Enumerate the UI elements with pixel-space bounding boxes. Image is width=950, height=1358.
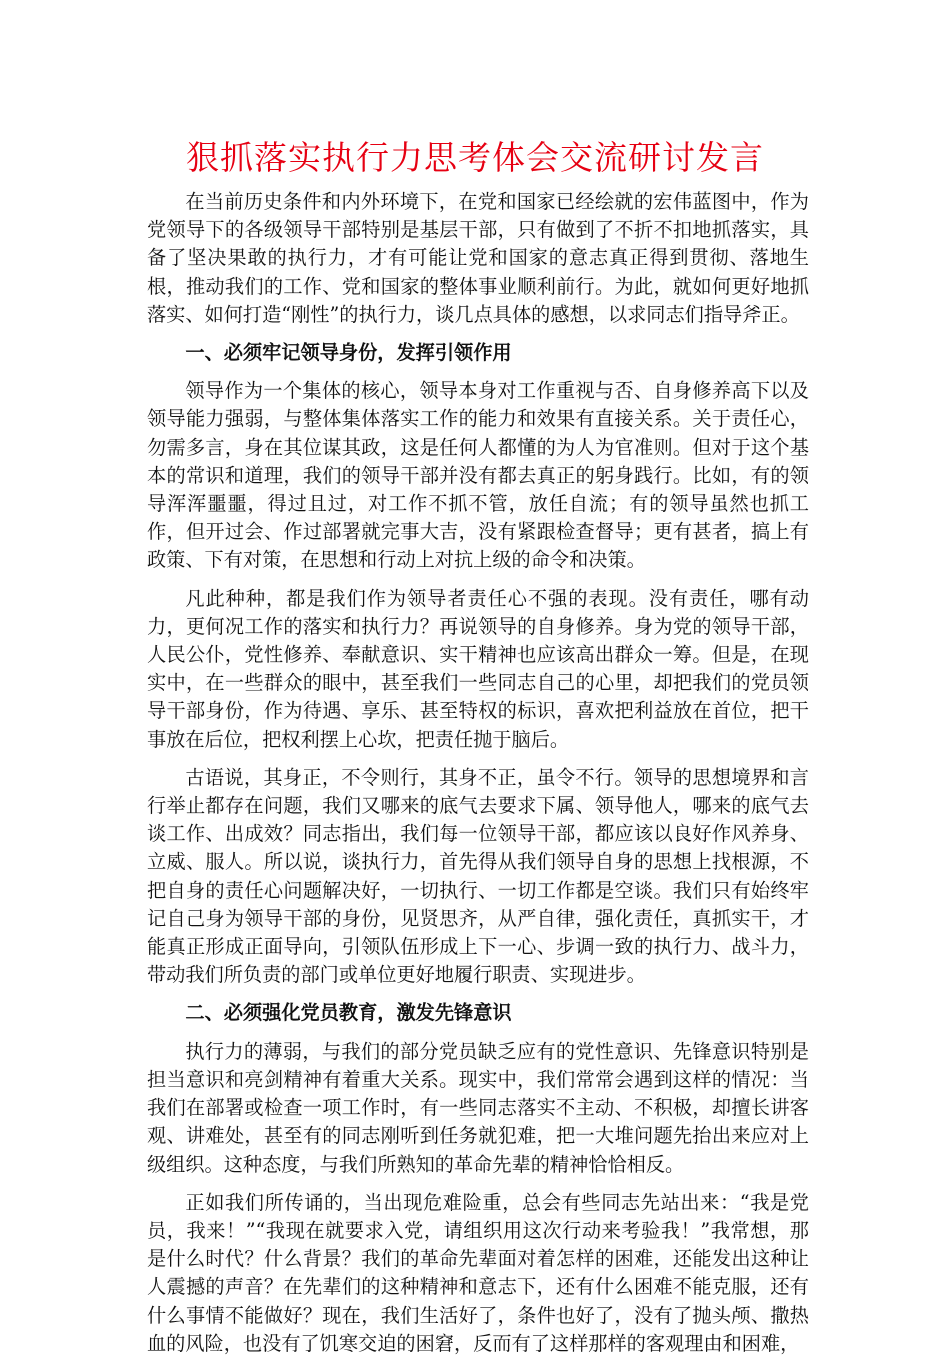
section-1-heading: 一、必须牢记领导身份，发挥引领作用 [185,341,512,365]
document-title: 狠抓落实执行力思考体会交流研讨发言 [186,138,764,177]
section-1-paragraph-1: 领导作为一个集体的核心，领导本身对工作重视与否、自身修养高下以及领导能力强弱，与整体集体落实工作的能力和效果有直接关系。关于责任心，勿需多言，身在其位谋其政，这是任何人都懂的为人为官准则。但对于这个基本的常识和道理，我们的领导干部并没有都去真正的躬身践行。比如，有的领导浑浑噩噩，得过且过，对工作不抓不管，放任自流；有的领导虽然也抓工作，但开过会、作过部署就完事大吉，没有紧跟检查督导；更有甚者，搞上有政策、下有对策，在思想和行动上对抗上级的命令和决策。 [147,379,809,572]
section-1-paragraph-3: 古语说，其身正，不令则行，其身不正，虽令不行。领导的思想境界和言行举止都存在问题，我们又哪来的底气去要求下属、领导他人，哪来的底气去谈工作、出成效？同志指出，我们每一位领导干部，都应该以良好作风养身、立威、服人。所以说，谈执行力，首先得从我们领导自身的思想上找根源，不把自身的责任心问题解决好，一切执行、一切工作都是空谈。我们只有始终牢记自己身为领导干部的身份，见贤思齐，从严自律，强化责任，真抓实干，才能真正形成正面导向，引领队伍形成上下一心、步调一致的执行力、战斗力，带动我们所负责的部门或单位更好地履行职责、实现进步。 [147,765,809,987]
intro-paragraph: 在当前历史条件和内外环境下，在党和国家已经绘就的宏伟蓝图中，作为党领导下的各级领导干部特别是基层干部，只有做到了不折不扣地抓落实，具备了坚决果敢的执行力，才有可能让党和国家的意志真正得到贯彻、落地生根，推动我们的工作、党和国家的整体事业顺利前行。为此，就如何更好地抓落实、如何打造“刚性”的执行力，谈几点具体的感想，以求同志们指导斧正。 [147,190,809,326]
section-2-paragraph-1: 执行力的薄弱，与我们的部分党员缺乏应有的党性意识、先锋意识特别是担当意识和亮剑精神有着重大关系。现实中，我们常常会遇到这样的情况：当我们在部署或检查一项工作时，有一些同志落实不主动、不积极，却擅长讲客观、讲难处，甚至有的同志刚听到任务就犯难，把一大堆问题先抬出来应对上级组织。这种态度，与我们所熟知的革命先辈的精神恰恰相反。 [147,1039,809,1176]
section-1-paragraph-2: 凡此种种，都是我们作为领导者责任心不强的表现。没有责任，哪有动力，更何况工作的落实和执行力？再说领导的自身修养。身为党的领导干部，人民公仆，党性修养、奉献意识、实干精神也应该高出群众一筹。但是，在现实中，在一些群众的眼中，甚至我们一些同志自己的心里，却把我们的党员领导干部身份，作为待遇、享乐、甚至特权的标识，喜欢把利益放在首位，把干事放在后位，把权利摆上心坎，把责任抛于脑后。 [147,586,809,751]
document-body [147,188,809,1358]
section-2-paragraph-2: 正如我们所传诵的，当出现危难险重，总会有些同志先站出来：“我是党员，我来！”“我现在就要求入党，请组织用这次行动来考验我！”我常想，那是什么时代？什么背景？我们的革命先辈面对着怎样的困难，还能发出这种让人震撼的声音？在先辈们的这种精神和意志下，还有什么困难不能克服，还有什么事情不能做好？现在，我们生活好了，条件也好了，没有了抛头颅、撒热血的风险，也没有了饥寒交迫的困窘，反而有了这样那样的客观理由和困难， [147,1190,809,1355]
section-2-heading: 二、必须强化党员教育，激发先锋意识 [185,1001,512,1025]
